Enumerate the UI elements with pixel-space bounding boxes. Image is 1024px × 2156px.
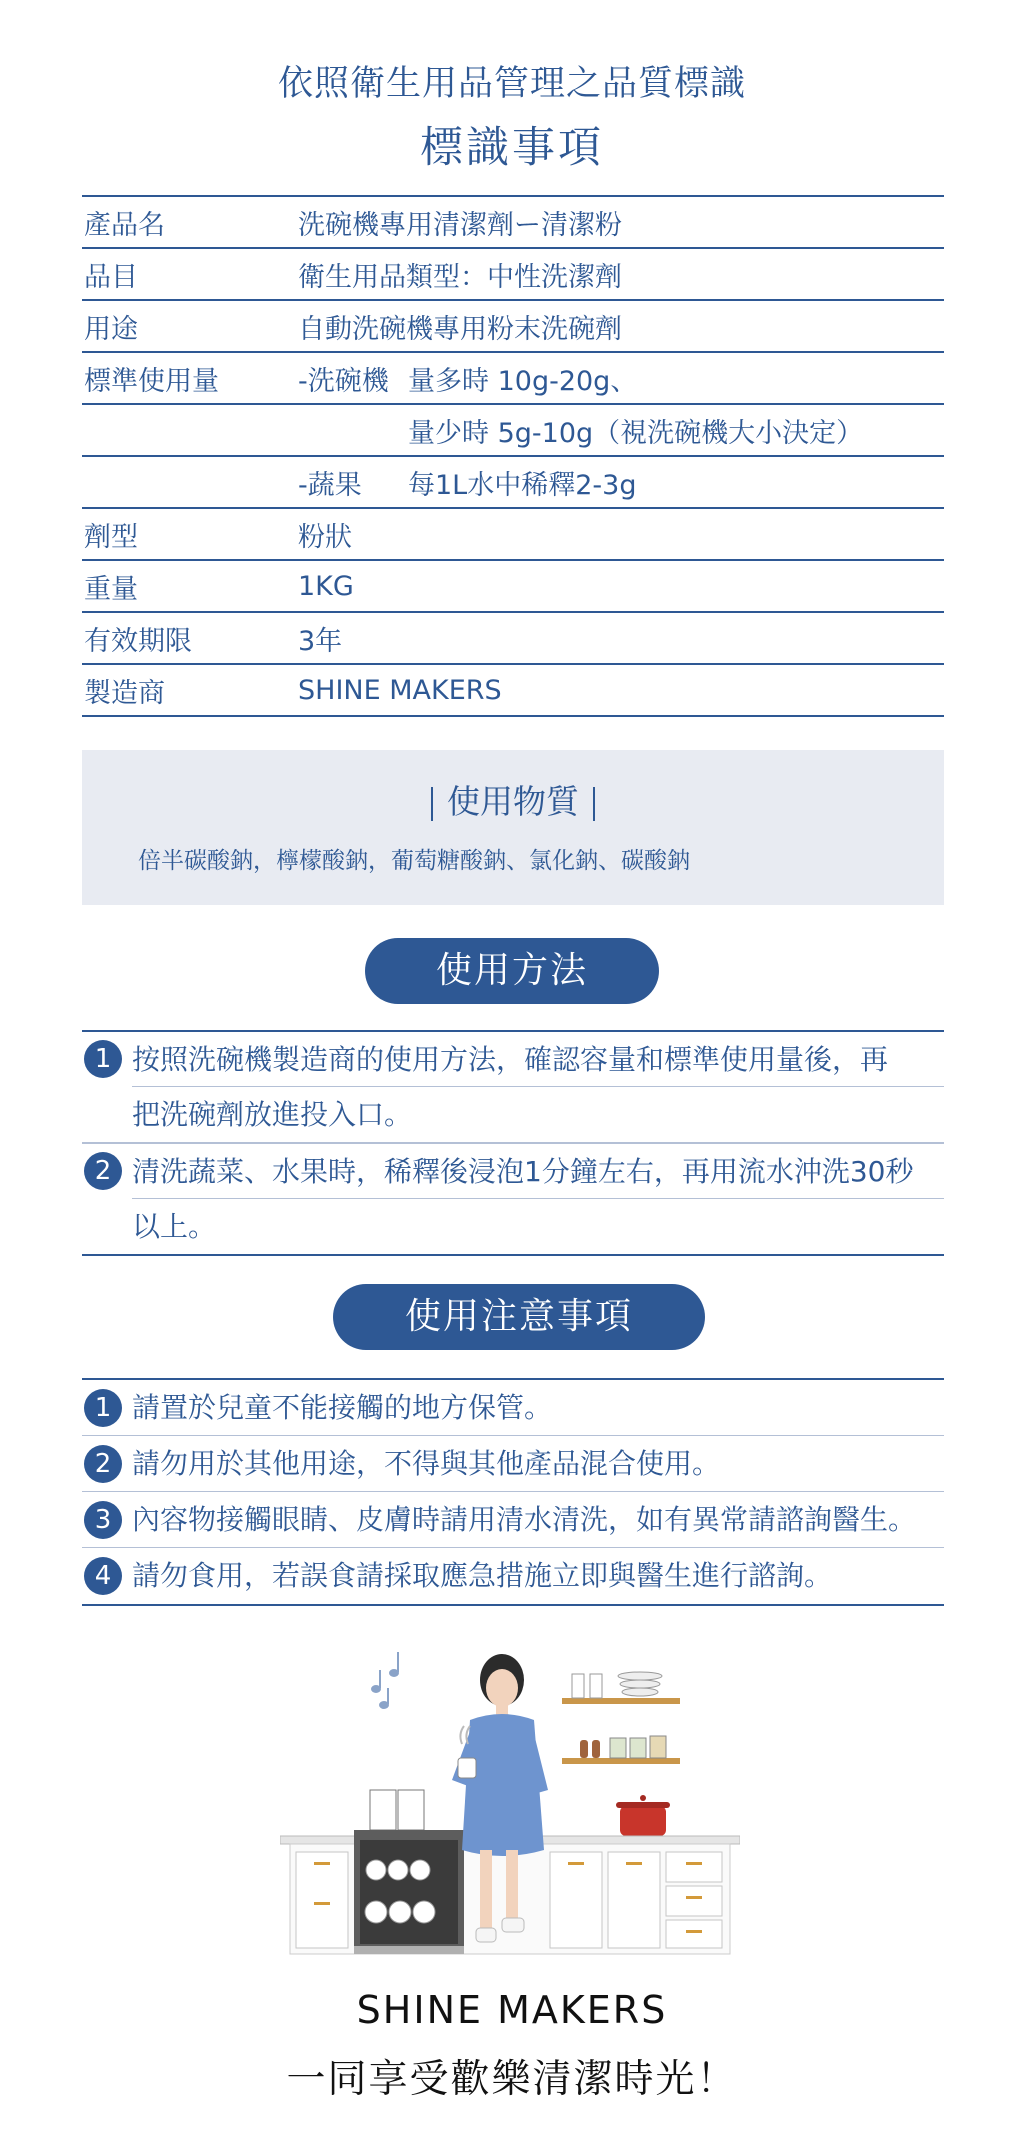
caution-item [82,1492,944,1548]
spec-value: 自動洗碗機專用粉末洗碗劑 [298,313,622,345]
dose-value-low: 量少時 5g-10g（視洗碗機大小決定） [408,417,864,449]
title-bar-right [593,787,595,821]
caution-text: 請置於兒童不能接觸的地方保管。 [132,1391,553,1424]
spec-label: 劑型 [84,521,138,553]
spec-label: 製造商 [84,677,165,709]
caution-title: 使用注意事項 [333,1284,705,1350]
spec-value [298,463,944,502]
spec-row-weight [82,561,944,613]
title-bar-left [431,787,433,821]
spec-label: 有效期限 [84,625,192,657]
substances-panel [82,750,944,905]
spec-value: 洗碗機專用清潔劑ー清潔粉 [298,209,622,241]
spec-value: 衛生用品類型：中性洗潔劑 [298,261,622,293]
dose-value-vegetable: 每1L水中稀釋2-3g [408,469,637,501]
substances-title-text: 使用物質 [447,782,579,821]
spec-row-dose-veg [82,457,944,509]
caution-text: 請勿用於其他用途，不得與其他產品混合使用。 [132,1447,721,1480]
method-title: 使用方法 [365,938,659,1004]
spec-value: SHINE MAKERS [298,674,502,706]
step-text-line: 把洗碗劑放進投入口。 [132,1098,413,1131]
spec-label: 用途 [84,313,138,345]
caution-item [82,1380,944,1436]
step-text-line: 清洗蔬菜、水果時，稀釋後浸泡1分鐘左右，再用流水沖洗30秒 [132,1144,944,1199]
step-number-badge: 2 [84,1152,122,1190]
caution-item [82,1548,944,1604]
spec-row-usage [82,301,944,353]
method-steps [82,1030,944,1256]
product-boxes [370,1790,424,1830]
item-number-badge: 2 [84,1445,122,1483]
spec-label: 重量 [84,573,138,605]
spec-table [82,195,944,717]
spec-value: 3年 [298,625,343,657]
spec-row-form [82,509,944,561]
dose-item-vegetable: -蔬果 [298,469,362,501]
caution-text: 內容物接觸眼睛、皮膚時請用清水清洗，如有異常請諮詢醫生。 [132,1503,917,1536]
spec-value [298,411,944,450]
footer-brand: SHINE MAKERS [356,1988,668,2032]
header-subtitle: 依照衛生用品管理之品質標識 [277,64,746,104]
method-step [82,1142,944,1254]
item-number-badge: 1 [84,1389,122,1427]
caution-text: 請勿食用，若誤食請採取應急措施立即與醫生進行諮詢。 [132,1559,833,1592]
dishwasher-icon [354,1830,464,1954]
header-title: 標識事項 [420,123,604,173]
dose-item-dishwasher: -洗碗機 [298,365,389,397]
step-text-line: 以上。 [132,1210,217,1243]
music-notes-icon [372,1652,398,1708]
method-step [82,1032,944,1142]
step-number-badge: 1 [84,1040,122,1078]
spec-row-expiry [82,613,944,665]
substances-text: 倍半碳酸鈉，檸檬酸鈉，葡萄糖酸鈉、氯化鈉、碳酸鈉 [138,848,690,874]
item-number-badge: 3 [84,1501,122,1539]
spec-label: 品目 [84,261,138,293]
pot-icon [616,1795,670,1836]
step-text-line: 按照洗碗機製造商的使用方法，確認容量和標準使用量後，再 [132,1032,944,1087]
caution-item [82,1436,944,1492]
spec-row-category [82,249,944,301]
item-number-badge: 4 [84,1557,122,1595]
spec-row-dose-cont [82,405,944,457]
spec-row-dose [82,353,944,405]
substances-title [82,776,944,823]
spec-value: 粉狀 [298,521,352,553]
kitchen-shelves [562,1672,680,1764]
dose-value-high: 量多時 10g-20g、 [408,365,638,397]
footer-slogan: 一同享受歡樂清潔時光！ [286,2057,738,2102]
spec-row-maker [82,665,944,717]
caution-list [82,1378,944,1606]
spec-row-name [82,197,944,249]
kitchen-illustration [280,1640,740,1970]
spec-value [298,359,944,398]
spec-label: 標準使用量 [84,365,219,397]
spec-label: 產品名 [84,209,165,241]
spec-value: 1KG [298,570,354,602]
